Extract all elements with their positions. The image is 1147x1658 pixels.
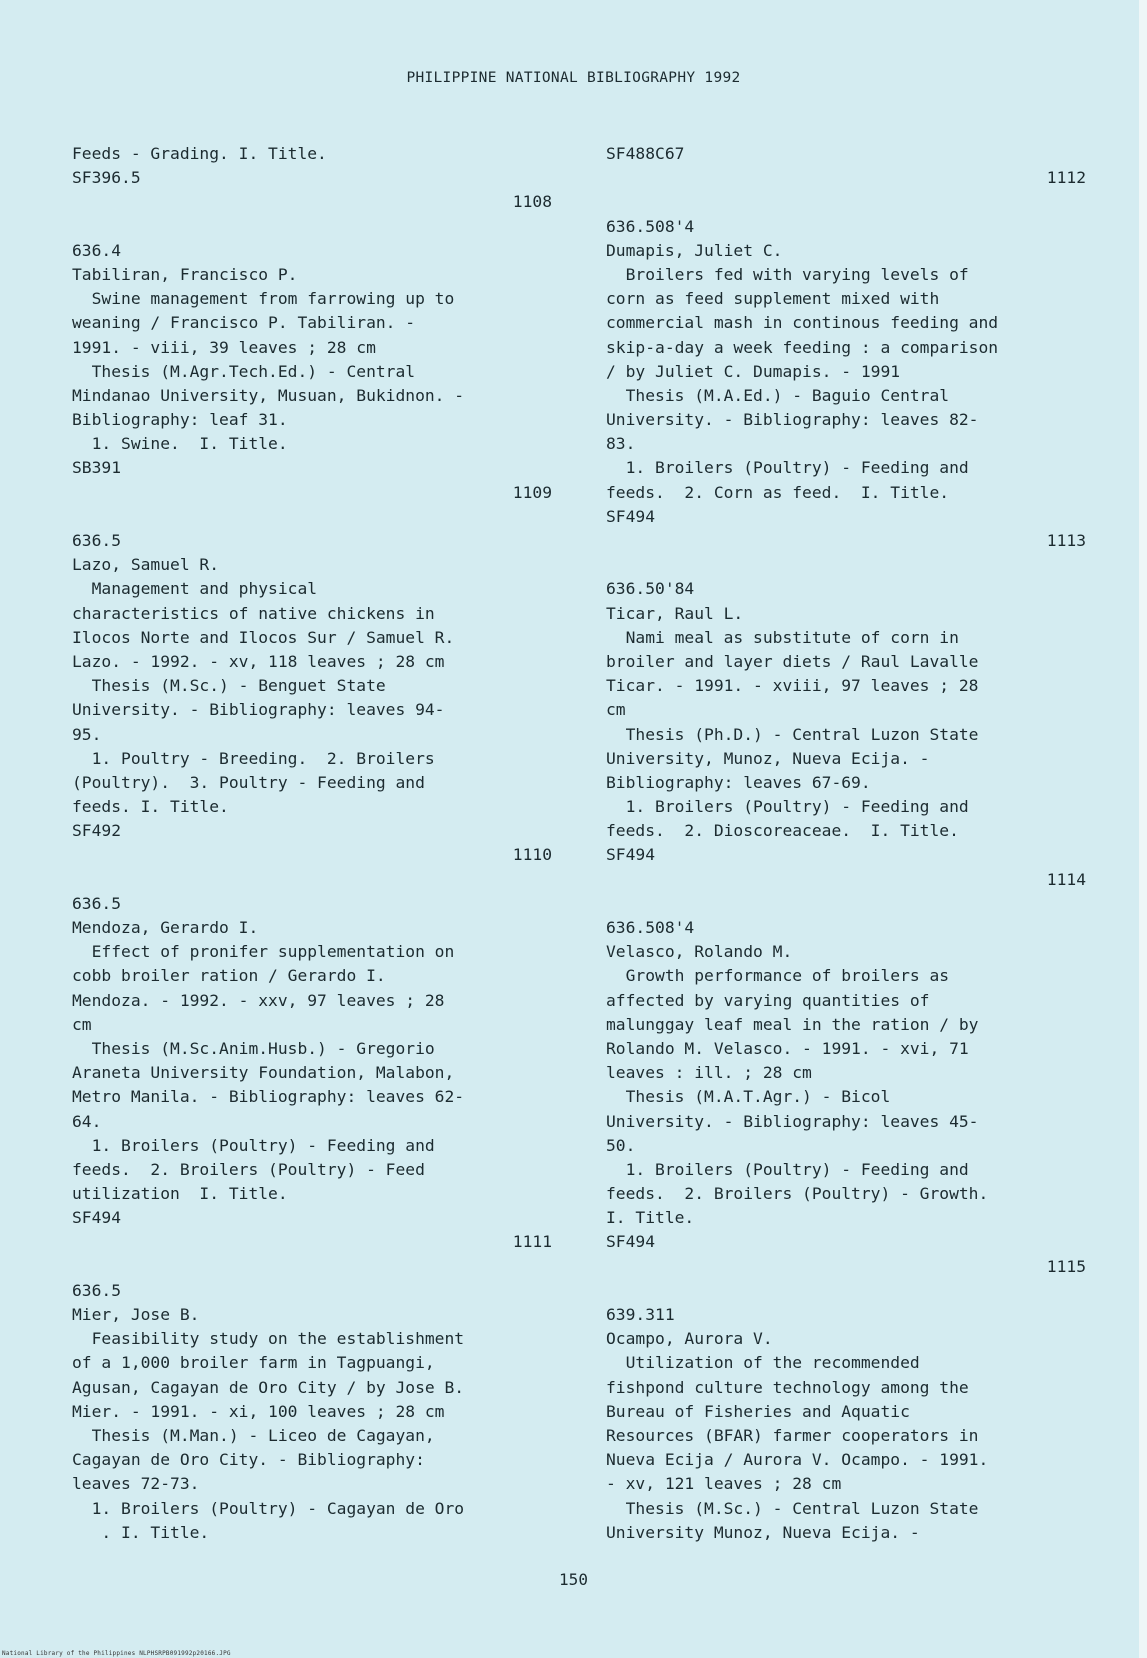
- text-line: Mier. - 1991. - xi, 100 leaves ; 28 cm: [72, 1401, 445, 1421]
- text-line: Thesis (M.Sc.) - Central Luzon State: [606, 1498, 979, 1518]
- text-line: 636.50'84: [606, 579, 695, 599]
- text-line: Broilers fed with varying levels of: [606, 264, 969, 284]
- text-line: 1. Broilers (Poultry) - Cagayan de Oro: [72, 1498, 465, 1518]
- text-line: Bibliography: leaves 67-69.: [606, 772, 871, 792]
- text-line: Metro Manila. - Bibliography: leaves 62-: [72, 1087, 465, 1107]
- text-line: [72, 868, 552, 892]
- text-line: 83.: [606, 434, 636, 454]
- text-line: SF396.5: [72, 168, 141, 188]
- text-line: SF494: [606, 845, 656, 865]
- text-line: 1. Broilers (Poultry) - Feeding and: [72, 1135, 435, 1155]
- text-line: 636.4: [72, 240, 122, 260]
- text-line: 50.: [606, 1135, 636, 1155]
- text-line: 1. Broilers (Poultry) - Feeding and: [606, 1159, 969, 1179]
- text-line: [72, 505, 552, 529]
- text-line: Thesis (M.Agr.Tech.Ed.) - Central: [72, 361, 416, 381]
- text-line: 636.508'4: [606, 216, 695, 236]
- text-line: skip-a-day a week feeding : a comparison: [606, 337, 999, 357]
- text-line: University. - Bibliography: leaves 82-: [606, 410, 979, 430]
- text-line: cobb broiler ration / Gerardo I.: [72, 966, 386, 986]
- text-line: Thesis (M.Sc.) - Benguet State: [72, 676, 386, 696]
- entry-number: 1113: [1046, 531, 1086, 550]
- text-line: 95.: [72, 724, 102, 744]
- text-line: SF494: [72, 1208, 122, 1228]
- page-edge: [1139, 0, 1147, 1658]
- text-line: Mier, Jose B.: [72, 1305, 200, 1324]
- text-line: Ocampo, Aurora V.: [606, 1329, 773, 1349]
- text-line: Feasibility study on the establishment: [72, 1329, 465, 1349]
- text-line: / by Juliet C. Dumapis. - 1991: [606, 361, 901, 381]
- text-line: SF492: [72, 821, 122, 841]
- text-line: 64.: [72, 1111, 102, 1131]
- text-line: Ticar, Raul L.: [606, 603, 744, 623]
- text-line: 1. Broilers (Poultry) - Feeding and: [606, 797, 969, 817]
- text-line: Swine management from farrowing up to: [72, 289, 455, 309]
- text-line: corn as feed supplement mixed with: [606, 289, 940, 309]
- text-line: feeds. 2. Dioscoreaceae. I. Title.: [606, 821, 959, 841]
- text-line: Thesis (Ph.D.) - Central Luzon State: [606, 724, 979, 744]
- text-line: feeds. 2. Broilers (Poultry) - Growth.: [606, 1184, 989, 1204]
- text-line: Nueva Ecija / Aurora V. Ocampo. - 1991.: [606, 1450, 989, 1470]
- text-line: Rolando M. Velasco. - 1991. - xvi, 71: [606, 1038, 969, 1058]
- text-line: leaves 72-73.: [72, 1474, 200, 1494]
- text-line: commercial mash in continous feeding and: [606, 313, 999, 333]
- text-line: 639.311: [606, 1305, 675, 1324]
- text-line: broiler and layer diets / Raul Lavalle: [606, 651, 979, 671]
- text-line: Mendoza, Gerardo I.: [72, 918, 259, 937]
- text-line: [606, 190, 1086, 214]
- text-line: cm: [606, 700, 626, 720]
- text-line: 1. Poultry - Breeding. 2. Broilers: [72, 748, 435, 768]
- text-line: Cagayan de Oro City. - Bibliography:: [72, 1450, 425, 1470]
- entry-number: 1109: [512, 482, 552, 502]
- text-line: characteristics of native chickens in: [72, 603, 435, 623]
- text-line: feeds. 2. Broilers (Poultry) - Feed: [72, 1159, 425, 1179]
- text-line: of a 1,000 broiler farm in Tagpuangi,: [72, 1353, 435, 1373]
- text-line: Velasco, Rolando M.: [606, 942, 793, 962]
- text-line: SF494: [606, 506, 656, 526]
- text-line: - xv, 121 leaves ; 28 cm: [606, 1474, 842, 1494]
- text-line: Lazo, Samuel R.: [72, 555, 220, 575]
- text-line: . I. Title.: [72, 1522, 210, 1542]
- text-line: feeds. I. Title.: [72, 797, 229, 817]
- text-line: I. Title.: [606, 1208, 695, 1228]
- text-line: feeds. 2. Corn as feed. I. Title.: [606, 482, 950, 502]
- text-line: Ilocos Norte and Ilocos Sur / Samuel R.: [72, 627, 455, 647]
- scan-credit: National Library of the Philippines NLPHSRPB091992p20166.JPG: [2, 1650, 231, 1657]
- text-line: Thesis (M.Man.) - Liceo de Cagayan,: [72, 1425, 435, 1445]
- text-line: SF494: [606, 1232, 656, 1252]
- text-line: Resources (BFAR) farmer cooperators in: [606, 1425, 979, 1445]
- text-line: 636.5: [72, 531, 122, 550]
- left-column: [72, 142, 552, 1545]
- right-column: [606, 142, 1086, 1545]
- text-line: (Poultry). 3. Poultry - Feeding and: [72, 772, 425, 792]
- text-line: [606, 553, 1086, 577]
- text-line: Thesis (M.A.T.Agr.) - Bicol: [606, 1087, 891, 1107]
- text-line: SB391: [72, 458, 122, 478]
- entry-number: 1114: [1046, 869, 1086, 889]
- text-line: Ticar. - 1991. - xviii, 97 leaves ; 28: [606, 676, 979, 696]
- text-line: Thesis (M.Sc.Anim.Husb.) - Gregorio: [72, 1038, 435, 1058]
- text-line: Tabiliran, Francisco P.: [72, 264, 298, 284]
- text-line: University. - Bibliography: leaves 45-: [606, 1111, 979, 1131]
- text-line: leaves : ill. ; 28 cm: [606, 1063, 812, 1083]
- text-line: Mindanao University, Musuan, Bukidnon. -: [72, 385, 465, 405]
- text-line: [606, 892, 1086, 916]
- text-line: affected by varying quantities of: [606, 990, 930, 1010]
- entry-number: 1111: [512, 1232, 552, 1252]
- text-line: University Munoz, Nueva Ecija. -: [606, 1522, 920, 1542]
- text-line: University, Munoz, Nueva Ecija. -: [606, 748, 930, 768]
- text-line: utilization I. Title.: [72, 1184, 288, 1204]
- text-line: Nami meal as substitute of corn in: [606, 627, 959, 647]
- text-line: fishpond culture technology among the: [606, 1377, 969, 1397]
- text-line: cm: [72, 1014, 92, 1034]
- text-line: malunggay leaf meal in the ration / by: [606, 1014, 979, 1034]
- entry-number: 1108: [512, 192, 552, 212]
- text-line: Mendoza. - 1992. - xxv, 97 leaves ; 28: [72, 990, 445, 1010]
- text-line: 1991. - viii, 39 leaves ; 28 cm: [72, 337, 376, 357]
- text-line: SF488C67: [606, 144, 685, 163]
- text-line: weaning / Francisco P. Tabiliran. -: [72, 313, 416, 333]
- text-line: Dumapis, Juliet C.: [606, 240, 783, 260]
- entry-number: 1112: [1046, 168, 1086, 188]
- text-line: 1. Broilers (Poultry) - Feeding and: [606, 458, 969, 478]
- text-line: Utilization of the recommended: [606, 1353, 920, 1373]
- text-line: Araneta University Foundation, Malabon,: [72, 1063, 455, 1083]
- text-line: Growth performance of broilers as: [606, 966, 950, 986]
- text-line: Bibliography: leaf 31.: [72, 410, 288, 430]
- entry-number: 1110: [512, 845, 552, 865]
- text-line: 1. Swine. I. Title.: [72, 434, 288, 454]
- entry-number: 1115: [1046, 1256, 1086, 1276]
- page-number: 150: [559, 1570, 588, 1589]
- text-line: 636.508'4: [606, 918, 695, 937]
- text-line: University. - Bibliography: leaves 94-: [72, 700, 445, 720]
- text-line: 636.5: [72, 893, 122, 913]
- text-line: Lazo. - 1992. - xv, 118 leaves ; 28 cm: [72, 651, 445, 671]
- text-line: Thesis (M.A.Ed.) - Baguio Central: [606, 385, 950, 405]
- text-line: Bureau of Fisheries and Aquatic: [606, 1401, 910, 1421]
- text-line: Management and physical: [72, 579, 318, 599]
- text-line: [72, 215, 552, 239]
- text-line: Feeds - Grading. I. Title.: [72, 144, 327, 163]
- text-line: 636.5: [72, 1280, 122, 1300]
- text-line: [72, 1255, 552, 1279]
- page-header: PHILIPPINE NATIONAL BIBLIOGRAPHY 1992: [406, 70, 741, 86]
- text-line: Effect of pronifer supplementation on: [72, 942, 455, 962]
- text-line: [606, 1279, 1086, 1303]
- text-line: Agusan, Cagayan de Oro City / by Jose B.: [72, 1377, 465, 1397]
